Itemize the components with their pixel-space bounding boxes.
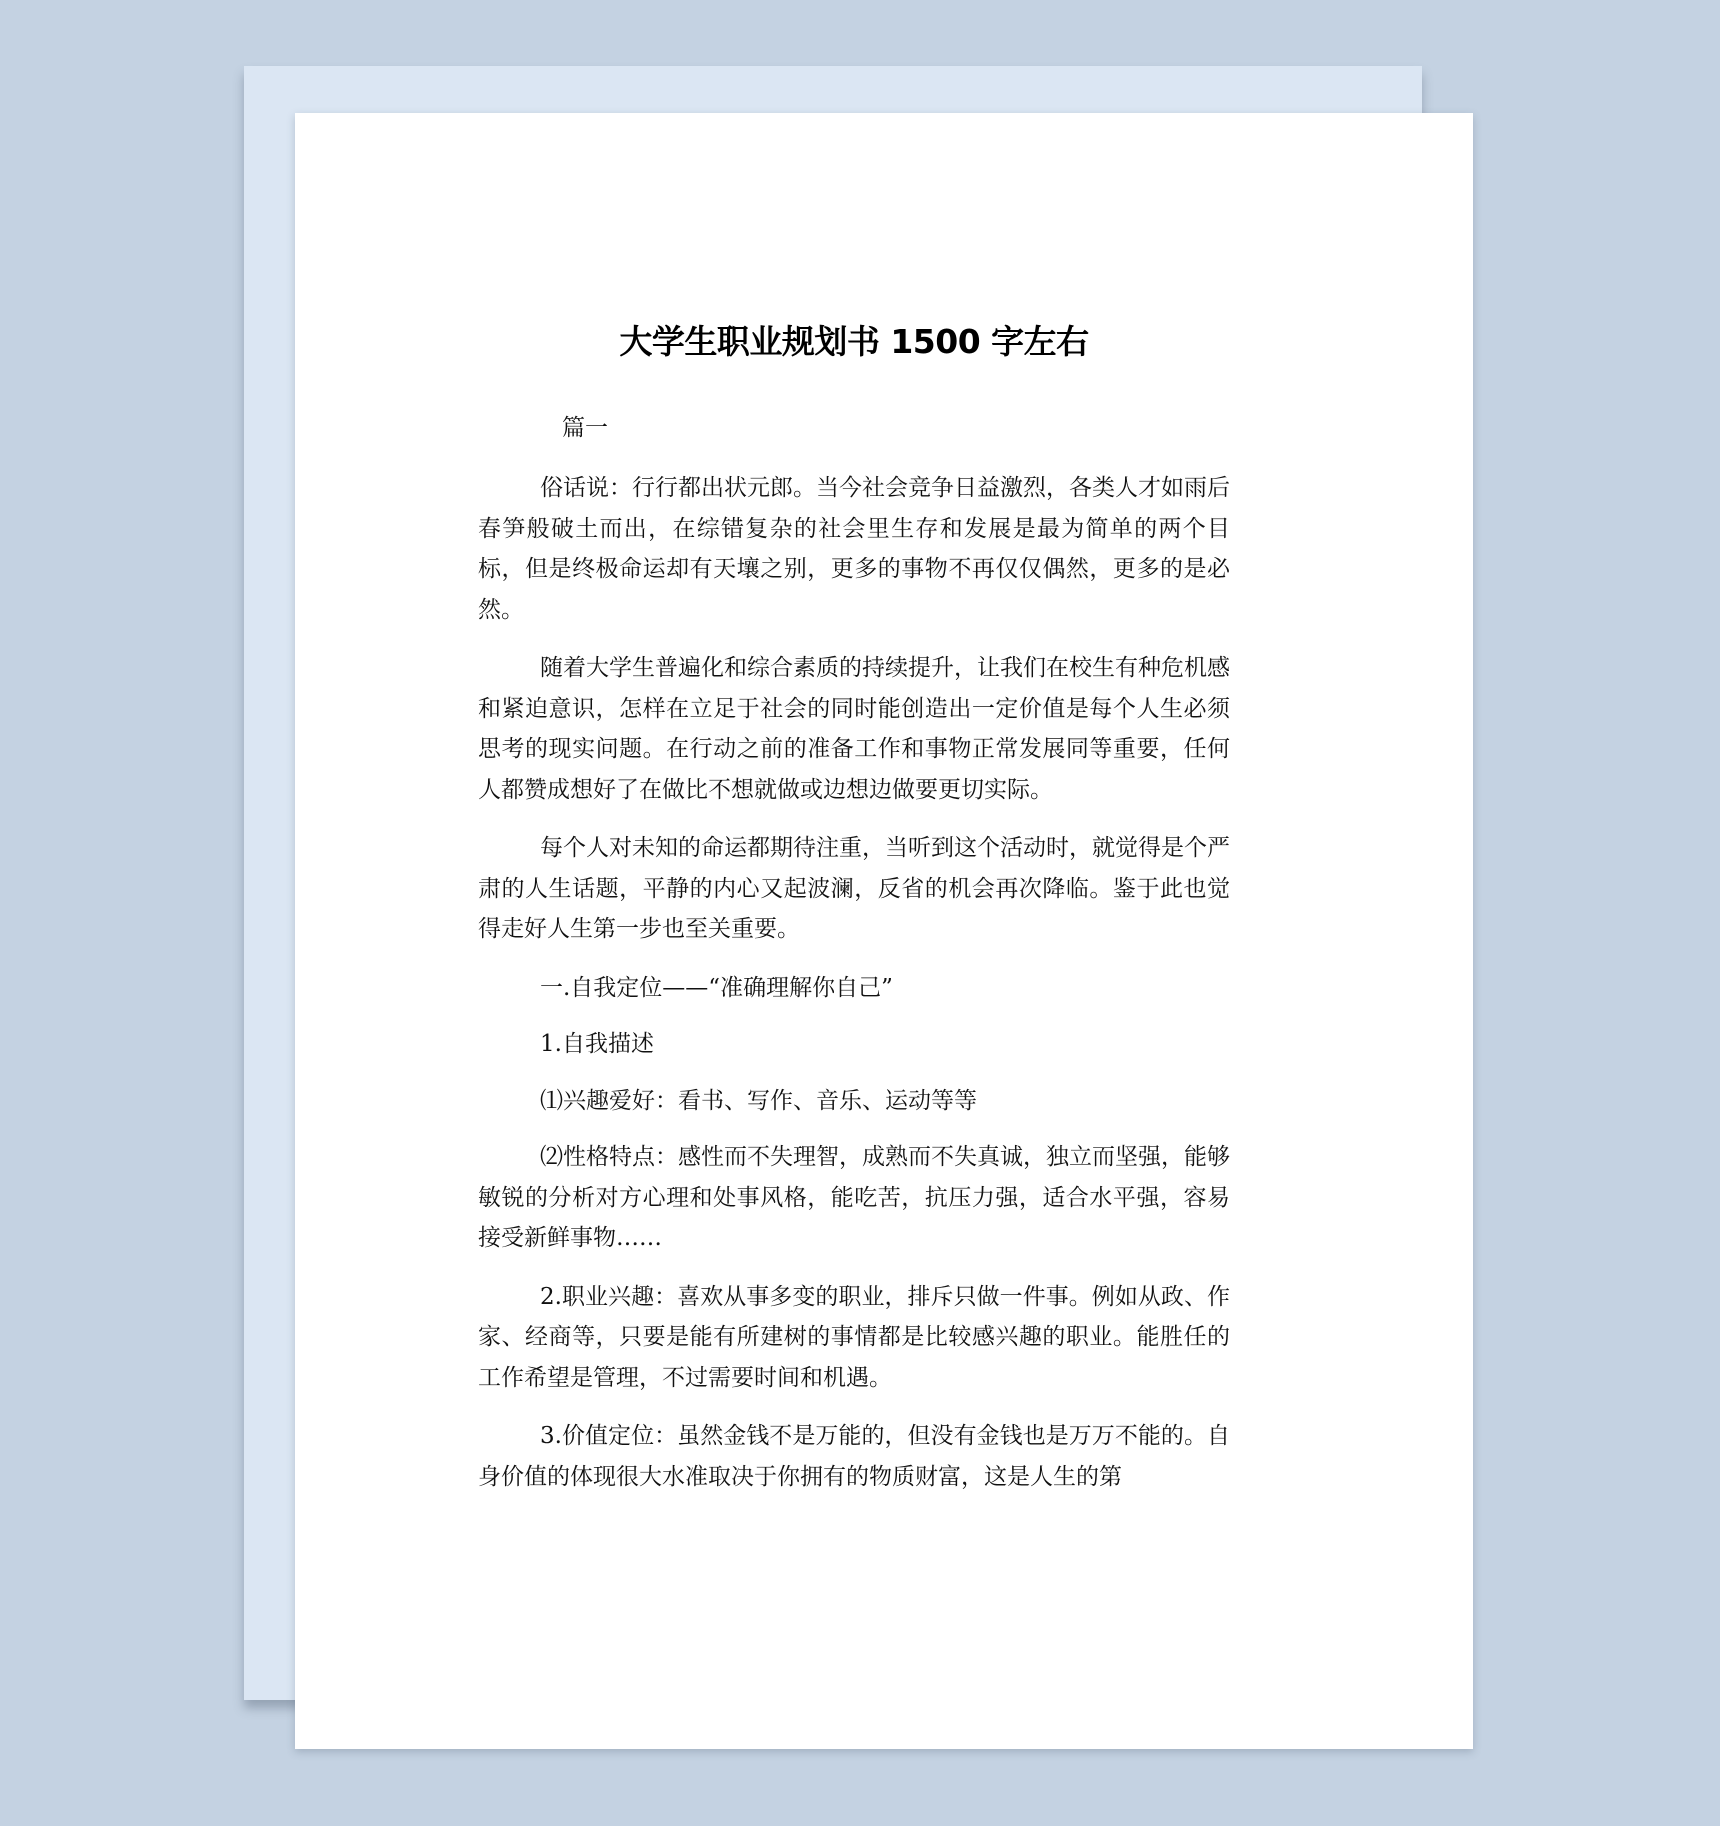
paragraph-background: 随着大学生普遍化和综合素质的持续提升，让我们在校生有种危机感和紧迫意识，怎样在立足于社会的同时能创造出一定价值是每个人生必须思考的现实问题。在行动之前的准备工作和事物正常发展同等重要，任何人都赞成想好了在做比不想就做或边想边做要更切实际。 xyxy=(478,655,1230,803)
paragraph-interests: ⑴兴趣爱好：看书、写作、音乐、运动等等 xyxy=(540,1087,977,1114)
paragraph-career-interest: 2.职业兴趣：喜欢从事多变的职业，排斥只做一件事。例如从政、作家、经商等，只要是能有所建树的事情都是比较感兴趣的职业。能胜任的工作希望是管理，不过需要时间和机遇。 xyxy=(478,1283,1230,1391)
section-heading-self-positioning: 一.自我定位——“准确理解你自己” xyxy=(540,974,893,1001)
document-title: 大学生职业规划书 1500 字左右 xyxy=(619,322,1089,361)
paragraph-personality: ⑵性格特点：感性而不失理智，成熟而不失真诚，独立而坚强，能够敏锐的分析对方心理和处事风格，能吃苦，抗压力强，适合水平强，容易接受新鲜事物…… xyxy=(478,1144,1230,1251)
paragraph-intro: 俗话说：行行都出状元郎。当今社会竞争日益激烈，各类人才如雨后春笋般破土而出，在综错复杂的社会里生存和发展是最为简单的两个目标，但是终极命运却有天壤之别，更多的事物不再仅仅偶然，更多的是必然。 xyxy=(478,475,1230,623)
subsection-heading-self-description: 1.自我描述 xyxy=(540,1031,654,1057)
paragraph-value-positioning: 3.价值定位：虽然金钱不是万能的，但没有金钱也是万万不能的。自身价值的体现很大水准取决于你拥有的物质财富，这是人生的第 xyxy=(478,1423,1230,1490)
document-content xyxy=(478,318,1230,1515)
document-page xyxy=(295,113,1473,1749)
paragraph-motivation: 每个人对未知的命运都期待注重，当听到这个活动时，就觉得是个严肃的人生话题，平静的内心又起波澜，反省的机会再次降临。鉴于此也觉得走好人生第一步也至关重要。 xyxy=(478,835,1230,942)
section-label: 篇一 xyxy=(562,415,608,441)
